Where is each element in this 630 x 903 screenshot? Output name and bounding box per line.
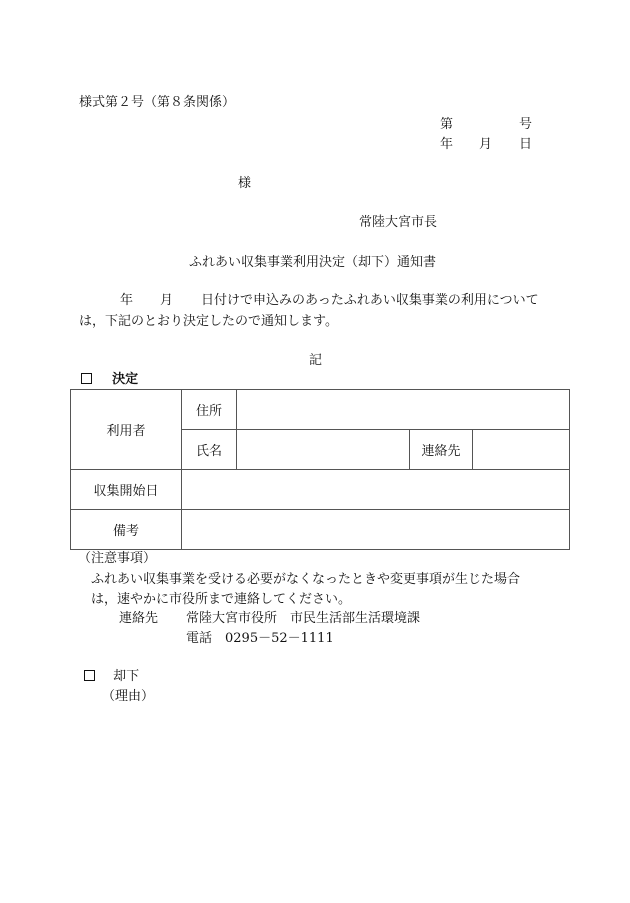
addressee-suffix: 様 xyxy=(238,176,252,191)
start-date-field[interactable] xyxy=(182,470,570,510)
decision-checkbox-row xyxy=(81,372,138,388)
document-title: ふれあい収集事業利用決定（却下）通知書 xyxy=(189,255,437,270)
doc-number-prefix: 第 xyxy=(440,117,454,132)
date-year: 年 xyxy=(440,137,454,152)
user-label: 利用者 xyxy=(71,390,182,470)
body-year: 年 xyxy=(120,293,134,308)
remarks-field[interactable] xyxy=(182,510,570,550)
body-month: 月 xyxy=(160,293,174,308)
body-line2: は，下記のとおり決定したので通知します。 xyxy=(79,314,338,329)
form-number: 様式第２号（第８条関係） xyxy=(79,95,236,110)
rejection-checkbox-row xyxy=(84,669,139,685)
body-line1: 日付けで申込みのあったふれあい収集事業の利用について xyxy=(201,293,539,308)
table-row xyxy=(71,390,570,430)
notes-heading: （注意事項） xyxy=(78,551,157,566)
contact-label: 連絡先 xyxy=(410,430,473,470)
doc-number-suffix: 号 xyxy=(519,117,533,132)
issuer: 常陸大宮市長 xyxy=(359,215,438,230)
date-month: 月 xyxy=(479,137,493,152)
contact-field[interactable] xyxy=(473,430,570,470)
ki-heading: 記 xyxy=(309,353,323,368)
rejection-checkbox[interactable] xyxy=(84,670,95,681)
notes-contact-label: 連絡先 xyxy=(119,611,159,626)
remarks-label: 備考 xyxy=(71,510,182,550)
decision-checkbox[interactable] xyxy=(81,373,92,384)
notes-phone: 電話 0295－52－1111 xyxy=(186,631,334,646)
rejection-label: 却下 xyxy=(113,669,140,684)
address-label: 住所 xyxy=(182,390,237,430)
notes-line1: ふれあい収集事業を受ける必要がなくなったときや変更事項が生じた場合 xyxy=(91,572,521,587)
name-field[interactable] xyxy=(237,430,410,470)
decision-label: 決定 xyxy=(112,372,139,387)
name-label: 氏名 xyxy=(182,430,237,470)
date-day: 日 xyxy=(519,137,533,152)
notes-contact-office: 常陸大宮市役所 市民生活部生活環境課 xyxy=(186,611,421,626)
address-field[interactable] xyxy=(237,390,570,430)
table-row xyxy=(71,470,570,510)
table-row xyxy=(71,510,570,550)
start-date-label: 収集開始日 xyxy=(71,470,182,510)
rejection-reason: （理由） xyxy=(102,689,155,704)
notes-line2: は，速やかに市役所まで連絡してください。 xyxy=(91,592,352,607)
decision-table xyxy=(70,389,570,550)
